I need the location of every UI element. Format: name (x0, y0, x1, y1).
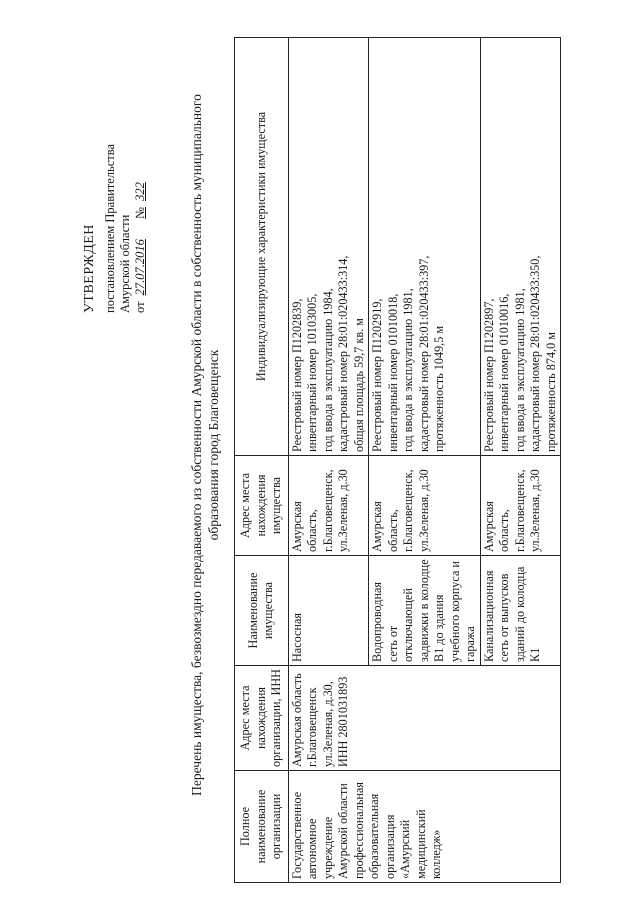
property-name-cell: Канализационная сеть от выпусков зданий до колодца К1 (480, 556, 561, 666)
property-name-cell: Насосная (288, 556, 369, 666)
approval-number: 322 (133, 182, 147, 201)
approval-number-label: № (133, 207, 147, 219)
document-title-line-1: Перечень имущества, безвозмездно передаваемого из собственности Амурской области в собственность муниципального (189, 94, 204, 796)
property-address-cell: Амурская область, г.Благовещенск, ул.Зеленая, д.30 (480, 456, 561, 556)
organization-address-cell: Амурская область г.Благовещенск ул.Зеленая, д.30, ИНН 2801031893 (288, 666, 561, 771)
approval-date: 27.07.2016 (133, 239, 147, 296)
document-title (188, 15, 222, 875)
property-characteristics-cell: Реестровый номер П1202897, инвентарный номер 01010016, год ввода в эксплуатацию 1981, кадастровый номер 28:01:020433:350, протяженность 874,0 м (480, 38, 561, 456)
table-header-row (235, 38, 289, 883)
property-address-cell: Амурская область, г.Благовещенск, ул.Зеленая, д.30 (369, 456, 481, 556)
organization-name-cell: Государственное автономное учреждение Амурской области профессиональная образовательная организация «Амурский медицинский колледж» (288, 771, 561, 883)
approval-stamp-word: УТВЕРЖДЕН (82, 224, 97, 313)
property-characteristics-cell: Реестровый номер П1202919, инвентарный номер 01010018, год ввода в эксплуатацию 1981, кадастровый номер 28:01:020433:397, протяженность 1049,5 м (369, 38, 481, 456)
header-characteristics: Индивидуализирующие характеристики имущества (235, 38, 289, 456)
document-title-line-2: образования город Благовещенск (206, 349, 221, 541)
property-characteristics-cell: Реестровый номер П1202839, инвентарный номер 10103005, год ввода в эксплуатацию 1984, кадастровый номер 28:01:020433:314, общая площадь 59,7 кв. м (288, 38, 369, 456)
header-org-address: Адрес места нахождения организации, ИНН (235, 666, 289, 771)
approval-line-2: Амурской области (118, 214, 132, 313)
header-org-name: Полное наименование организации (235, 771, 289, 883)
approval-block (82, 13, 148, 313)
approval-line-1: постановлением Правительства (103, 143, 117, 313)
property-table (234, 37, 561, 883)
property-name-cell: Водопроводная сеть от отключающей задвижки в колодце В1 до здания учебного корпуса и гаража (369, 556, 481, 666)
table-row (288, 38, 369, 883)
approval-from-label: от (133, 301, 147, 313)
property-address-cell: Амурская область, г.Благовещенск, ул.Зеленая, д.30 (288, 456, 369, 556)
approval-date-line (133, 13, 148, 313)
header-property-address: Адрес места нахождения имущества (235, 456, 289, 556)
header-property-name: Наименование имущества (235, 556, 289, 666)
